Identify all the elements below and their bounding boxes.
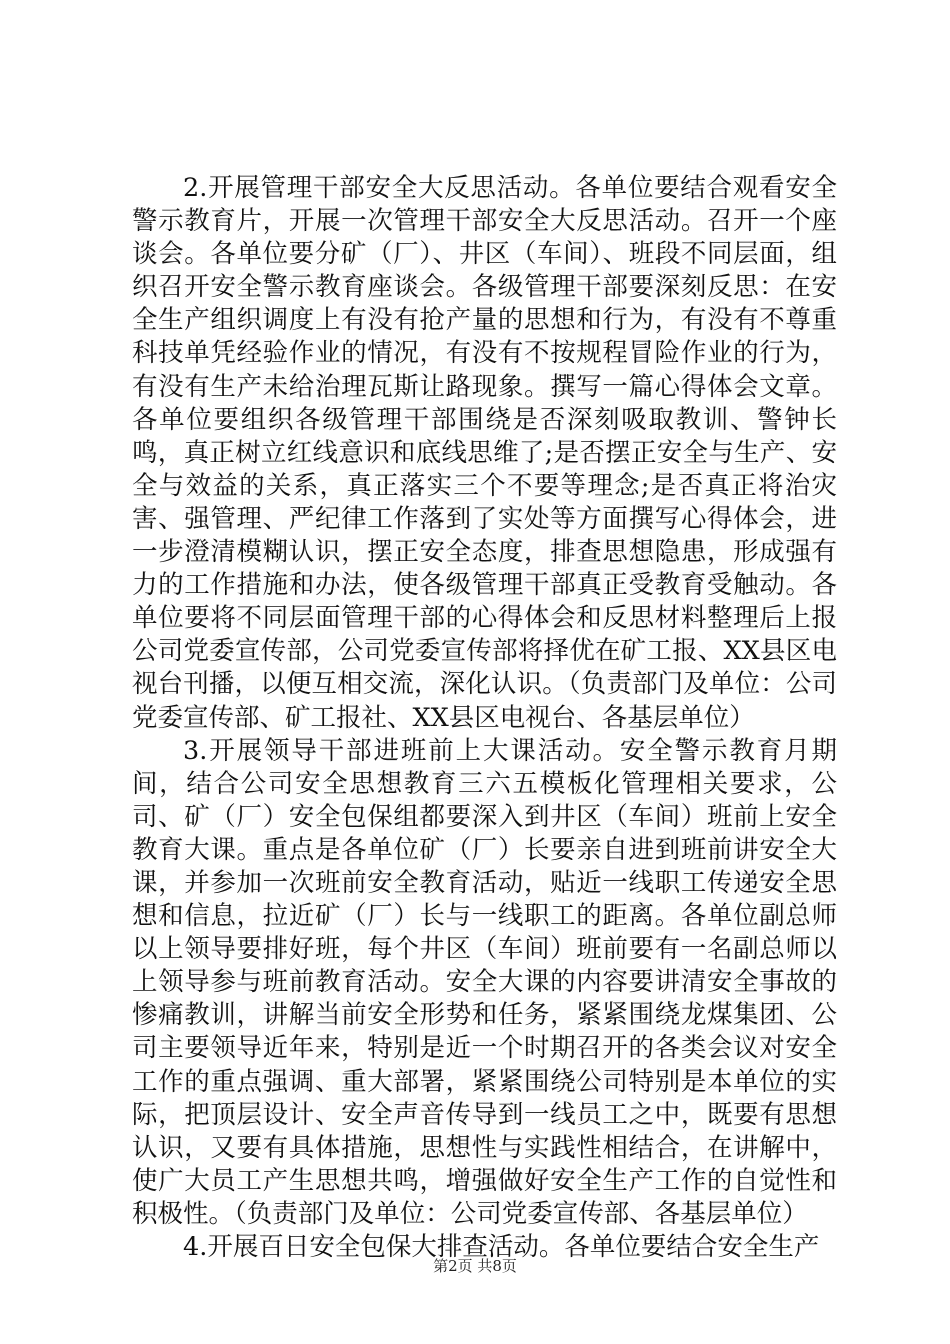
- paragraph-item-3: 3.开展领导干部进班前上大课活动。安全警示教育月期间，结合公司安全思想教育三六五模板化管理相关要求，公司、矿（厂）安全包保组都要深入到井区（车间）班前上安全教育大课。重点是各单位矿（厂）长要亲自进到班前讲安全大课，并参加一次班前安全教育活动，贴近一线职工传递安全思想和信息，拉近矿（厂）长与一线职工的距离。各单位副总师以上领导要排好班，每个井区（车间）班前要有一名副总师以上领导参与班前教育活动。安全大课的内容要讲清安全事故的惨痛教训，讲解当前安全形势和任务，紧紧围绕龙煤集团、公司主要领导近年来，特别是近一个时期召开的各类会议对安全工作的重点强调、重大部署，紧紧围绕公司特别是本单位的实际，把顶层设计、安全声音传导到一线员工之中，既要有思想认识，又要有具体措施，思想性与实践性相结合，在讲解中，使广大员工产生思想共鸣，增强做好安全生产工作的自觉性和积极性。（负责部门及单位：公司党委宣传部、各基层单位）: [132, 735, 837, 1229]
- paragraph-item-2: 2.开展管理干部安全大反思活动。各单位要结合观看安全警示教育片，开展一次管理干部安全大反思活动。召开一个座谈会。各单位要分矿（厂）、井区（车间）、班段不同层面，组织召开安全警示教育座谈会。各级管理干部要深刻反思：在安全生产组织调度上有没有抢产量的思想和行为，有没有不尊重科技单凭经验作业的情况，有没有不按规程冒险作业的行为，有没有生产未给治理瓦斯让路现象。撰写一篇心得体会文章。各单位要组织各级管理干部围绕是否深刻吸取教训、警钟长鸣，真正树立红线意识和底线思维了;是否摆正安全与生产、安全与效益的关系，真正落实三个不要等理念;是否真正将治灾害、强管理、严纪律工作落到了实处等方面撰写心得体会，进一步澄清模糊认识，摆正安全态度，排查思想隐患，形成强有力的工作措施和办法，使各级管理干部真正受教育受触动。各单位要将不同层面管理干部的心得体会和反思材料整理后上报公司党委宣传部，公司党委宣传部将择优在矿工报、XX县区电视台刊播，以便互相交流，深化认识。（负责部门及单位：公司党委宣传部、矿工报社、XX县区电视台、各基层单位）: [132, 173, 837, 733]
- paragraph-item-4: 4.开展百日安全包保大排查活动。各单位要结合安全生产: [183, 1232, 820, 1262]
- page-number-label: 第2页 共8页: [433, 1257, 517, 1275]
- page-footer: [0, 1255, 950, 1276]
- document-body: [132, 172, 837, 1264]
